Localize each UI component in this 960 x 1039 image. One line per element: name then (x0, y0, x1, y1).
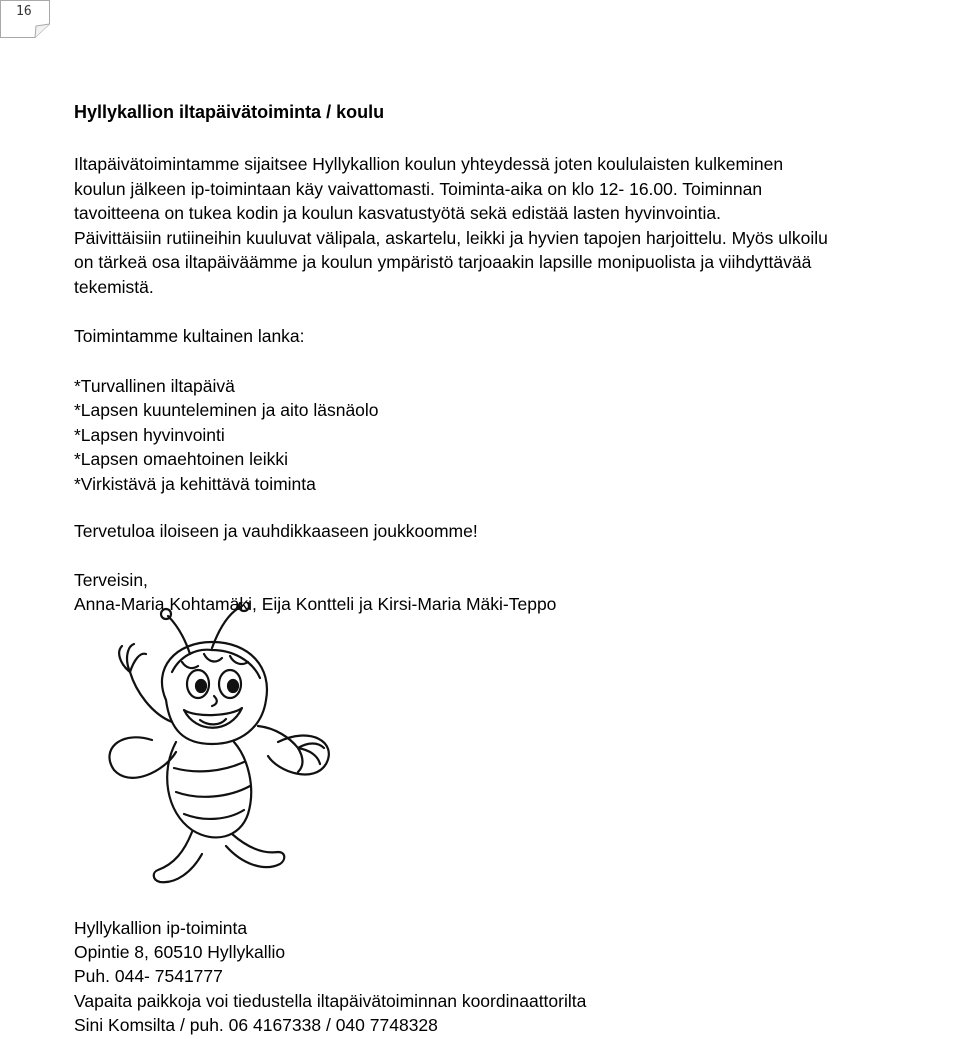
document-body (74, 100, 960, 617)
values-item: *Lapsen omaehtoinen leikki (74, 449, 289, 469)
antenna-left (168, 616, 190, 654)
values-lead: Toimintamme kultainen lanka: (74, 326, 305, 346)
body-stripe-2 (176, 786, 250, 797)
hair (172, 650, 260, 678)
contact-phone: Puh. 044- 7541777 (74, 966, 223, 987)
intro-line: Iltapäivätoimintamme sijaitsee Hyllykallion koulun yhteydessä joten koululaisten kulkeminen (74, 154, 784, 174)
contact-coordinator: Sini Komsilta / puh. 06 4167338 / 040 7748328 (74, 1014, 438, 1035)
values-item: *Virkistävä ja kehittävä toiminta (74, 473, 316, 494)
signature: Anna-Maria Kohtamäki, Eija Kontteli ja Kirsi-Maria Mäki-Teppo (74, 594, 557, 614)
contact-name: Hyllykallion ip-toiminta (74, 918, 248, 938)
leg-right (226, 834, 284, 867)
welcome-text: Tervetuloa iloiseen ja vauhdikkaaseen joukkoomme! (74, 521, 478, 541)
body-stripe-3 (184, 810, 244, 819)
values-item: *Turvallinen iltapäivä (74, 375, 235, 396)
intro-paragraph (74, 152, 960, 299)
intro-line: tavoitteena on tukea kodin ja koulun kasvatustyötä sekä edistää lasten hyvinvointia. (74, 203, 721, 223)
hand-right (298, 744, 324, 773)
greeting: Terveisin, (74, 569, 148, 590)
intro-line: Päivittäisiin rutiineihin kuuluvat välipala, askartelu, leikki ja hyvien tapojen harjoittelu. Myös ulkoilu (74, 227, 828, 248)
intro-line: tekemistä. (74, 276, 154, 297)
intro-line: koulun jälkeen ip-toimintaan käy vaivattomasti. Toiminta-aika on klo 12- 16.00. Toiminnan (74, 178, 763, 199)
eye-left-pupil (196, 680, 206, 692)
body-outline (167, 742, 251, 837)
antenna-left-tip (161, 609, 171, 619)
values-item: *Lapsen hyvinvointi (74, 424, 225, 445)
hand-left (119, 644, 146, 672)
wing-left (109, 737, 176, 777)
values-item: *Lapsen kuunteleminen ja aito läsnäolo (74, 400, 379, 420)
page-number-tab (0, 0, 50, 38)
contact-info (74, 916, 586, 1037)
document-title: Hyllykallion iltapäivätoiminta / koulu (74, 102, 385, 122)
nose (212, 696, 217, 706)
bee-illustration (72, 602, 348, 902)
contact-info-text: Vapaita paikkoja voi tiedustella iltapäivätoiminnan koordinaattorilta (74, 990, 587, 1011)
page-number: 16 (16, 4, 32, 19)
intro-line: on tärkeä osa iltapäiväämme ja koulun ympäristö tarjoaakin lapsille monipuolista ja viihdyttävää (74, 252, 812, 272)
values-list (74, 374, 960, 497)
body-stripe-1 (174, 762, 244, 771)
wing-right (268, 736, 329, 775)
contact-address: Opintie 8, 60510 Hyllykallio (74, 942, 286, 963)
eye-right-pupil (228, 680, 238, 692)
leg-left (154, 832, 202, 882)
